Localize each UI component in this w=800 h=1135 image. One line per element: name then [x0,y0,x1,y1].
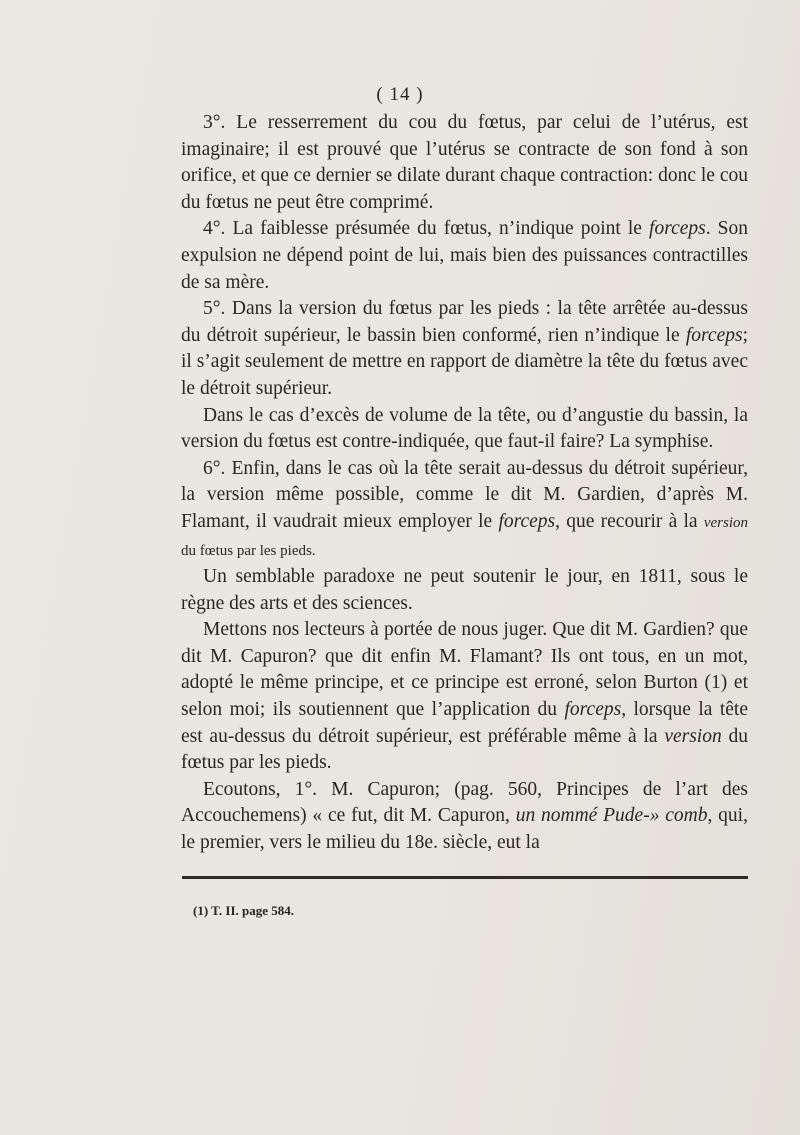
text-run: , lorsque la tête est au-dessus du détroit supérieur, est préférable même à la [181,699,748,747]
page-number: ( 14 ) [376,84,424,105]
text-run: du fœtus par les pieds. [181,542,316,559]
text-run: , que recourir à la [555,510,704,532]
text-run: . Son expulsion ne dépend point de lui, mais bien des puissances contractilles de sa mère. [181,218,748,293]
paragraph [181,777,748,857]
italic-run: version [703,514,748,531]
italic-run: forceps [498,510,556,532]
footnote-rule [182,876,748,879]
text-run: Ecoutons, 1°. M. Capuron; (pag. 560, Principes de l’art des Accouchemens) « ce fut, dit M. Capuron, [181,778,748,827]
paragraph [181,564,748,617]
paragraph [181,403,748,456]
text-run: 3°. Le resserrement du cou du fœtus, par celui de l’utérus, est imaginaire; il est prouvé que l’utérus se contracte de son fond à son orifice, et que ce dernier se dilate durant chaque contraction: donc le cou du fœtus ne peut être comprimé. [181,112,748,213]
paragraph [181,296,748,402]
text-run: Dans le cas d’excès de volume de la tête, ou d’angustie du bassin, la version du fœtus est contre-indiquée, que faut-il faire? La symphise. [181,404,748,453]
italic-run: forceps [649,218,706,240]
paragraph [181,110,748,216]
text-run: 5°. Dans la version du fœtus par les pieds : la tête arrêtée au-dessus du détroit supérieur, le bassin bien conformé, rien n’indique le [181,298,748,346]
italic-run: un nommé Pude-» comb [515,805,708,827]
text-run: 4°. La faiblesse présumée du fœtus, n’indique point le [203,218,650,240]
text-run: du fœtus par les pieds. [181,725,748,774]
text-run: , qui, le premier, vers le milieu du 18e. siècle, eut la [181,805,748,854]
italic-run: forceps [564,699,622,721]
text-run: 6°. Enfin, dans le cas où la tête serait au-dessus du détroit supérieur, la version même possible, comme le dit M. Gardien, d’après M. Flamant, il vaudrait mieux employer le [181,457,748,532]
italic-run: forceps [685,324,743,346]
text-run: Mettons nos lecteurs à portée de nous juger. Que dit M. Gardien? que dit M. Capuron? que dit enfin M. Flamant? Ils ont tous, en un mot, adopté le même principe, et ce principe est erroné, selon Burton (1) et selon moi; ils soutiennent que l’application du [181,619,748,721]
paragraph [181,617,748,777]
paragraph [181,456,748,564]
body-text [181,110,748,857]
text-run: ; il s’agit seulement de mettre en rapport de diamètre la tête du fœtus avec le détroit supérieur. [181,324,748,399]
footnote: (1) T. II. page 584. [193,903,294,918]
italic-run: version [664,725,722,747]
paragraph [181,216,748,296]
text-run: Un semblable paradoxe ne peut soutenir le jour, en 1811, sous le règne des arts et des sciences. [181,566,748,614]
